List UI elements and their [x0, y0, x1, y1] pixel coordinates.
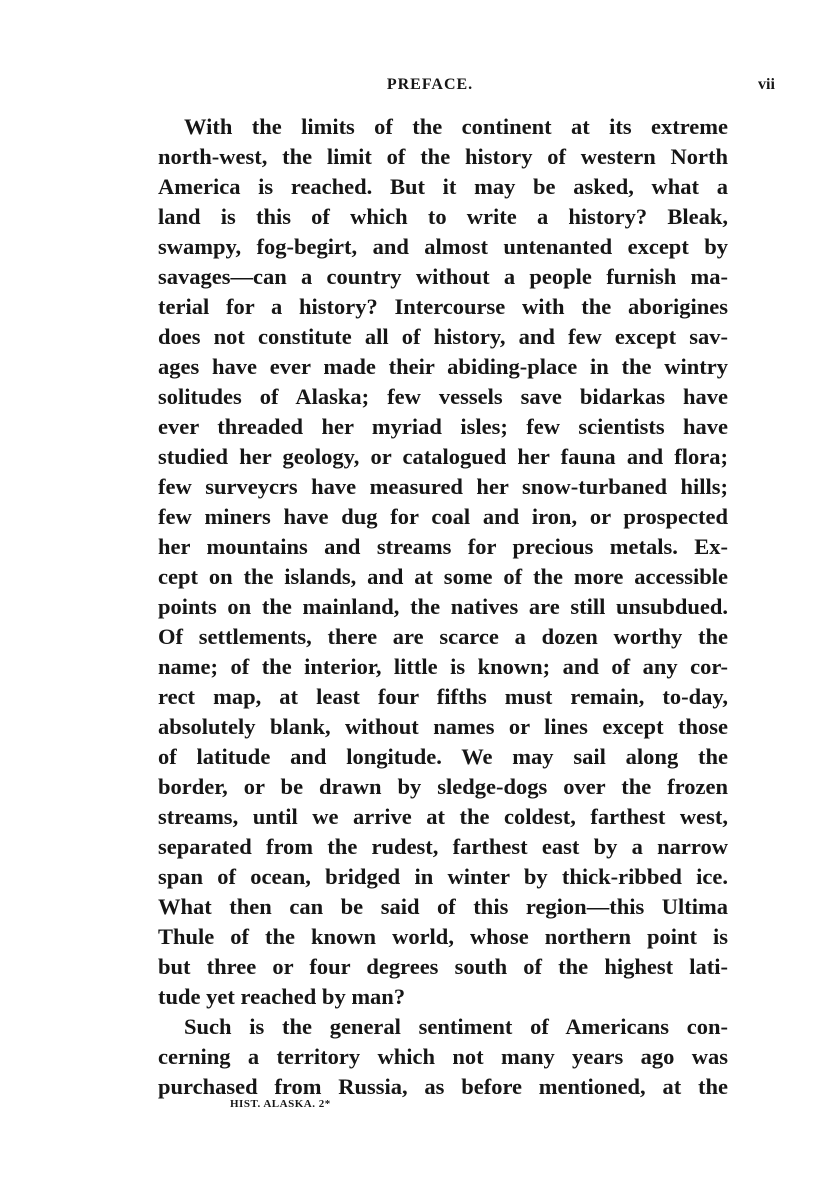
- text-line: few miners have dug for coal and iron, or prospected: [158, 504, 728, 529]
- text-line: points on the mainland, the natives are still unsubdued.: [158, 594, 728, 619]
- text-line: streams, until we arrive at the coldest, farthest west,: [158, 804, 728, 829]
- text-line: cept on the islands, and at some of the more accessible: [158, 564, 728, 589]
- text-line: What then can be said of this region—this Ultima: [158, 894, 728, 919]
- page-header: [0, 76, 840, 100]
- signature-mark: HIST. ALASKA. 2*: [230, 1098, 331, 1110]
- text-line: savages—can a country without a people furnish ma-: [158, 264, 728, 289]
- page-number: vii: [758, 76, 775, 93]
- running-head: PREFACE.: [386, 76, 474, 93]
- text-line: her mountains and streams for precious metals. Ex-: [158, 534, 728, 559]
- text-line: few surveycrs have measured her snow-turbaned hills;: [158, 474, 728, 499]
- text-line: terial for a history? Intercourse with the aborigines: [158, 294, 728, 319]
- text-line-paragraph-end: tude yet reached by man?: [158, 984, 406, 1009]
- text-line: America is reached. But it may be asked, what a: [158, 174, 728, 199]
- text-line: ages have ever made their abiding-place in the wintry: [158, 354, 728, 379]
- text-line: Of settlements, there are scarce a dozen worthy the: [158, 624, 728, 649]
- text-line: absolutely blank, without names or lines except those: [158, 714, 728, 739]
- text-line: cerning a territory which not many years ago was: [158, 1044, 728, 1069]
- text-line: With the limits of the continent at its extreme: [184, 114, 728, 139]
- text-line: span of ocean, bridged in winter by thick-ribbed ice.: [158, 864, 728, 889]
- text-line: studied her geology, or catalogued her fauna and flora;: [158, 444, 728, 469]
- text-line: rect map, at least four fifths must remain, to-day,: [158, 684, 728, 709]
- text-line: purchased from Russia, as before mentioned, at the: [158, 1074, 728, 1099]
- text-line: border, or be drawn by sledge-dogs over the frozen: [158, 774, 728, 799]
- text-line: but three or four degrees south of the highest lati-: [158, 954, 728, 979]
- text-line: Thule of the known world, whose northern point is: [158, 924, 728, 949]
- text-line: name; of the interior, little is known; and of any cor-: [158, 654, 728, 679]
- text-line: solitudes of Alaska; few vessels save bidarkas have: [158, 384, 728, 409]
- text-line: land is this of which to write a history? Bleak,: [158, 204, 728, 229]
- text-line: north-west, the limit of the history of western North: [158, 144, 728, 169]
- text-line: of latitude and longitude. We may sail along the: [158, 744, 728, 769]
- text-line: ever threaded her myriad isles; few scientists have: [158, 414, 728, 439]
- text-line: does not constitute all of history, and few except sav-: [158, 324, 728, 349]
- body-text: [158, 112, 728, 1102]
- text-line: separated from the rudest, farthest east by a narrow: [158, 834, 728, 859]
- text-line: swampy, fog-begirt, and almost untenanted except by: [158, 234, 728, 259]
- text-line: Such is the general sentiment of Americans con-: [184, 1014, 728, 1039]
